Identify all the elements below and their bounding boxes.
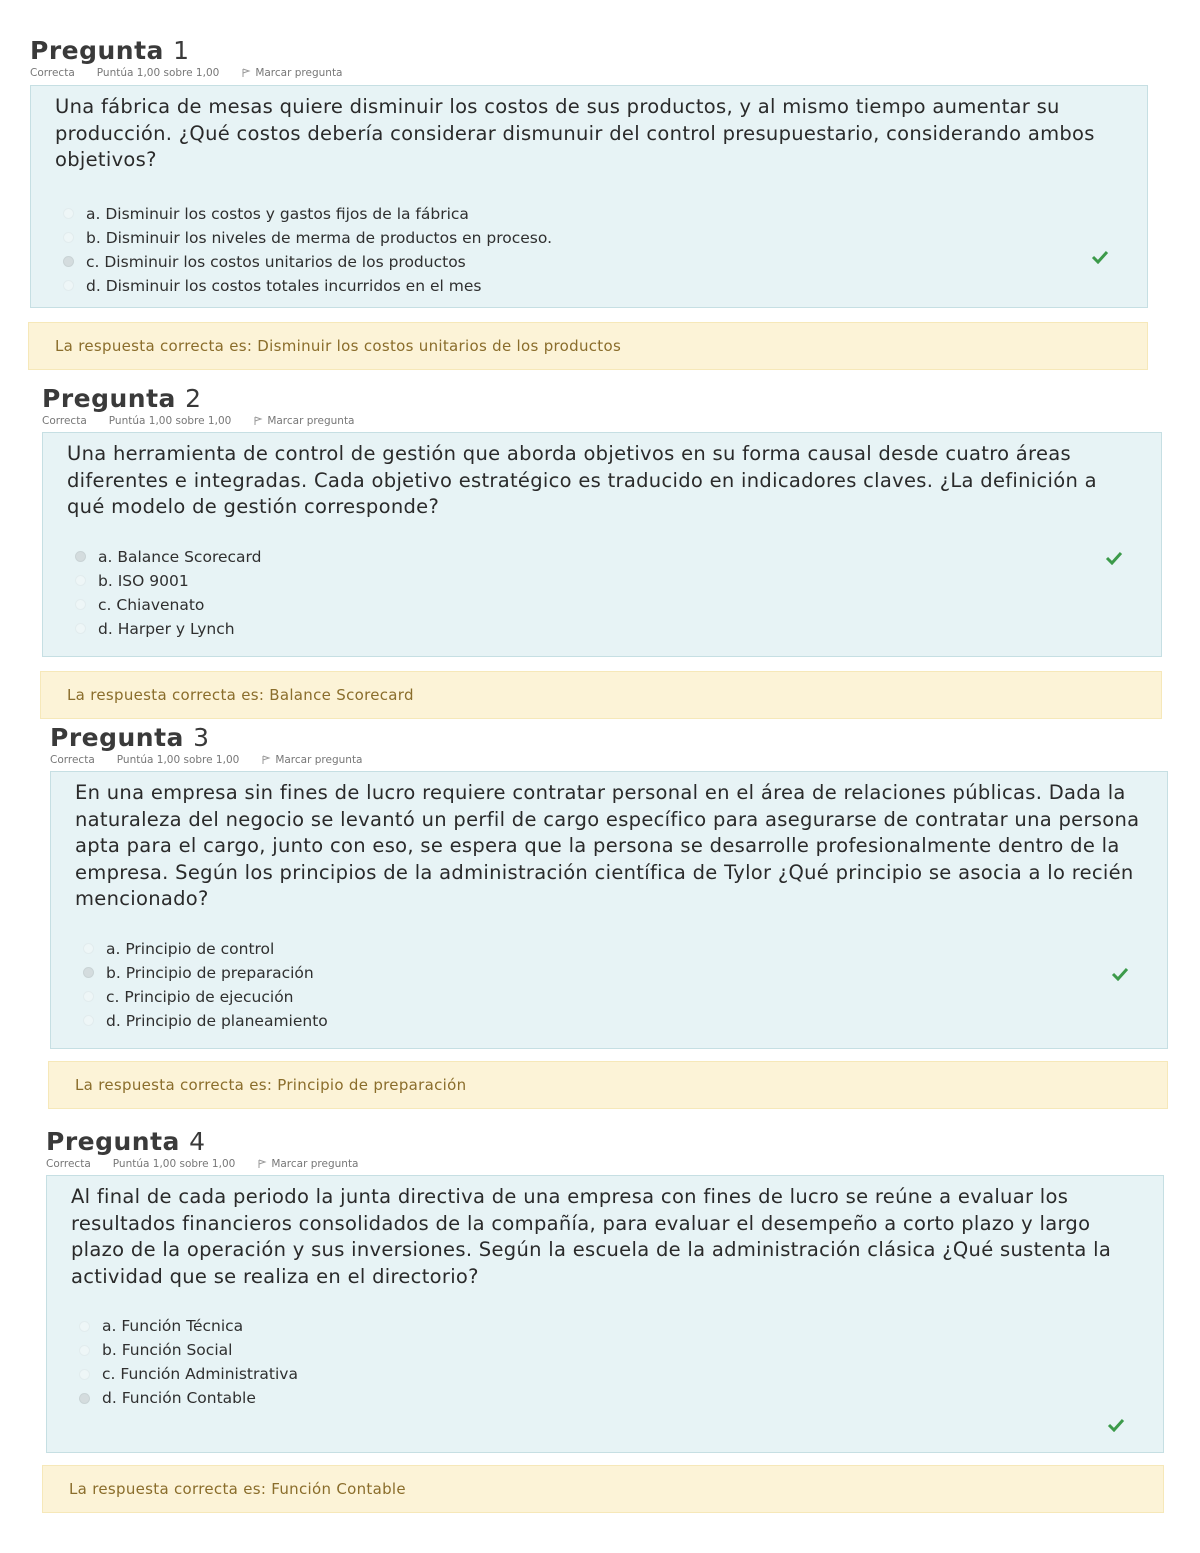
answer-option[interactable]: a. Principio de control — [75, 937, 1147, 961]
feedback-box: La respuesta correcta es: Función Contable — [42, 1465, 1164, 1513]
question-box — [46, 1175, 1164, 1453]
check-icon — [1091, 250, 1109, 264]
question-score: Puntúa 1,00 sobre 1,00 — [96, 67, 220, 79]
answer-list — [75, 937, 1147, 1033]
answer-option[interactable]: d. Disminuir los costos totales incurridos en el mes — [55, 274, 1127, 298]
question-box — [50, 771, 1168, 1049]
check-icon — [1105, 551, 1123, 565]
answer-option[interactable]: c. Disminuir los costos unitarios de los productos — [55, 250, 1127, 274]
radio-button[interactable] — [83, 967, 94, 978]
radio-button[interactable] — [63, 256, 74, 267]
question-text: Una fábrica de mesas quiere disminuir los costos de sus productos, y al mismo tiempo aumentar su producción. ¿Qué costos debería considerar dismunuir del control presupuestario, considerando ambos objetivos? — [55, 95, 1095, 171]
question-score: Puntúa 1,00 sobre 1,00 — [108, 415, 232, 427]
flag-question-link[interactable]: Marcar pregunta — [253, 415, 354, 427]
check-icon — [1111, 967, 1129, 981]
radio-button[interactable] — [79, 1345, 90, 1356]
question-status: Correcta — [30, 67, 75, 79]
question-3 — [50, 723, 1168, 1049]
answer-option[interactable]: a. Función Técnica — [71, 1314, 1143, 1338]
flag-icon — [257, 1159, 267, 1169]
feedback-box: La respuesta correcta es: Disminuir los costos unitarios de los productos — [28, 322, 1148, 370]
answer-option[interactable]: c. Chiavenato — [67, 593, 1141, 617]
feedback-box: La respuesta correcta es: Balance Scorecard — [40, 671, 1162, 719]
radio-button[interactable] — [79, 1369, 90, 1380]
radio-button[interactable] — [83, 943, 94, 954]
answer-option[interactable]: b. Función Social — [71, 1338, 1143, 1362]
question-status: Correcta — [50, 754, 95, 766]
answer-option[interactable]: d. Función Contable — [71, 1386, 1143, 1410]
answer-list — [67, 545, 1141, 641]
question-title: Pregunta 2 — [42, 384, 202, 413]
answer-option[interactable]: d. Harper y Lynch — [67, 617, 1141, 641]
radio-button[interactable] — [75, 623, 86, 634]
question-status: Correcta — [46, 1158, 91, 1170]
radio-button[interactable] — [63, 208, 74, 219]
question-4 — [46, 1127, 1164, 1453]
flag-icon — [253, 416, 263, 426]
question-score: Puntúa 1,00 sobre 1,00 — [112, 1158, 236, 1170]
answer-option[interactable]: d. Principio de planeamiento — [75, 1009, 1147, 1033]
question-meta — [30, 67, 1148, 79]
question-box — [42, 432, 1162, 657]
answer-option[interactable]: c. Principio de ejecución — [75, 985, 1147, 1009]
radio-button[interactable] — [83, 991, 94, 1002]
question-title: Pregunta 3 — [50, 723, 210, 752]
answer-option[interactable]: b. Principio de preparación — [75, 961, 1147, 985]
question-box — [30, 85, 1148, 308]
answer-list — [55, 202, 1127, 298]
answer-option[interactable]: a. Disminuir los costos y gastos fijos de la fábrica — [55, 202, 1127, 226]
radio-button[interactable] — [79, 1321, 90, 1332]
feedback-box: La respuesta correcta es: Principio de preparación — [48, 1061, 1168, 1109]
answer-list — [71, 1314, 1143, 1410]
question-status: Correcta — [42, 415, 87, 427]
radio-button[interactable] — [63, 280, 74, 291]
question-title: Pregunta 1 — [30, 36, 190, 65]
question-text: Al final de cada periodo la junta directiva de una empresa con fines de lucro se reúne a evaluar los resultados financieros consolidados de la compañía, para evaluar el desempeño a corto plazo y largo plazo de la operación y sus inversiones. Según la escuela de la administración clásica ¿Qué sustenta la actividad que se realiza en el directorio? — [71, 1185, 1112, 1288]
answer-option[interactable]: a. Balance Scorecard — [67, 545, 1141, 569]
question-meta — [46, 1158, 1164, 1170]
flag-question-link[interactable]: Marcar pregunta — [257, 1158, 358, 1170]
question-meta — [42, 415, 1162, 427]
question-meta — [50, 754, 1168, 766]
answer-option[interactable]: b. ISO 9001 — [67, 569, 1141, 593]
radio-button[interactable] — [75, 599, 86, 610]
question-title: Pregunta 4 — [46, 1127, 206, 1156]
answer-option[interactable]: c. Función Administrativa — [71, 1362, 1143, 1386]
question-text: En una empresa sin fines de lucro requiere contratar personal en el área de relaciones públicas. Dada la naturaleza del negocio se levantó un perfil de cargo específico para asegurarse de contratar una persona apta para el cargo, junto con eso, se espera que la persona se desarrolle profesionalmente dentro de la empresa. Según los principios de la administración científica de Tylor ¿Qué principio se asocia a lo recién mencionado? — [75, 781, 1140, 910]
radio-button[interactable] — [75, 551, 86, 562]
check-icon — [1107, 1418, 1125, 1432]
question-2 — [42, 384, 1162, 657]
radio-button[interactable] — [83, 1015, 94, 1026]
flag-icon — [241, 68, 251, 78]
flag-question-link[interactable]: Marcar pregunta — [241, 67, 342, 79]
flag-icon — [261, 755, 271, 765]
radio-button[interactable] — [79, 1393, 90, 1404]
question-1 — [30, 36, 1148, 308]
question-score: Puntúa 1,00 sobre 1,00 — [116, 754, 240, 766]
answer-option[interactable]: b. Disminuir los niveles de merma de productos en proceso. — [55, 226, 1127, 250]
question-text: Una herramienta de control de gestión que aborda objetivos en su forma causal desde cuatro áreas diferentes e integradas. Cada objetivo estratégico es traducido en indicadores claves. ¿La definición a qué modelo de gestión corresponde? — [67, 442, 1097, 518]
radio-button[interactable] — [63, 232, 74, 243]
flag-question-link[interactable]: Marcar pregunta — [261, 754, 362, 766]
radio-button[interactable] — [75, 575, 86, 586]
